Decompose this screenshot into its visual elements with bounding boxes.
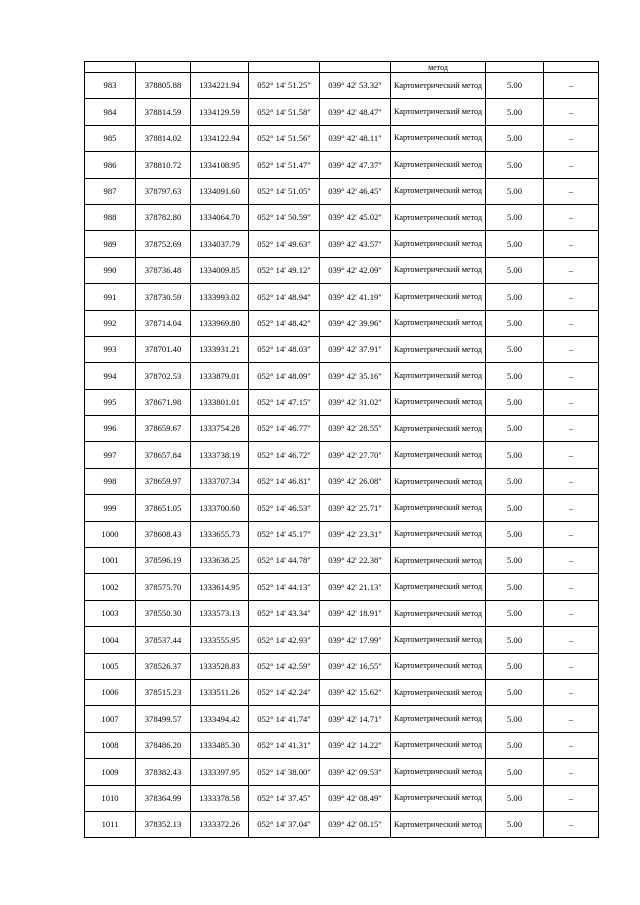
table-row (85, 627, 599, 653)
point-number-cell: 1002 (85, 574, 136, 600)
longitude-cell: 039° 42' 22.38" (320, 548, 391, 574)
note-cell: – (544, 152, 599, 178)
table-row (85, 389, 599, 415)
method-cell: Картометрический метод (391, 732, 486, 758)
note-cell: – (544, 231, 599, 257)
note-cell: – (544, 600, 599, 626)
coord-y-cell: 1333638.25 (191, 548, 249, 574)
coord-y-cell: 1333931.21 (191, 336, 249, 362)
note-cell: – (544, 732, 599, 758)
longitude-cell: 039° 42' 23.31" (320, 521, 391, 547)
latitude-cell: 052° 14' 48.03" (249, 336, 320, 362)
accuracy-cell: 5.00 (486, 811, 544, 837)
latitude-cell: 052° 14' 41.31" (249, 732, 320, 758)
point-number-cell: 984 (85, 99, 136, 125)
method-cell: Картометрический метод (391, 284, 486, 310)
latitude-cell: 052° 14' 49.12" (249, 257, 320, 283)
coord-y-cell: 1333655.73 (191, 521, 249, 547)
longitude-cell: 039° 42' 48.47" (320, 99, 391, 125)
note-cell: – (544, 178, 599, 204)
method-cell: Картометрический метод (391, 811, 486, 837)
accuracy-cell: 5.00 (486, 548, 544, 574)
accuracy-cell: 5.00 (486, 495, 544, 521)
method-cell: Картометрический метод (391, 336, 486, 362)
note-cell: – (544, 811, 599, 837)
latitude-cell: 052° 14' 51.56" (249, 125, 320, 151)
method-cell: Картометрический метод (391, 653, 486, 679)
longitude-cell: 039° 42' 16.55" (320, 653, 391, 679)
longitude-cell: 039° 42' 14.71" (320, 706, 391, 732)
note-cell: – (544, 99, 599, 125)
method-cell: Картометрический метод (391, 706, 486, 732)
coord-y-cell: 1334064.70 (191, 204, 249, 230)
longitude-cell: 039° 42' 28.55" (320, 416, 391, 442)
method-cell: Картометрический метод (391, 468, 486, 494)
latitude-cell: 052° 14' 46.72" (249, 442, 320, 468)
coord-x-cell: 378752.69 (136, 231, 191, 257)
accuracy-cell: 5.00 (486, 152, 544, 178)
coord-y-cell: 1334108.95 (191, 152, 249, 178)
coord-y-cell: 1333378.58 (191, 785, 249, 811)
coord-y-cell: 1333754.28 (191, 416, 249, 442)
coord-y-cell: 1333494.42 (191, 706, 249, 732)
latitude-cell: 052° 14' 46.77" (249, 416, 320, 442)
note-cell: – (544, 548, 599, 574)
coord-y-cell: 1333528.83 (191, 653, 249, 679)
longitude-cell: 039° 42' 39.96" (320, 310, 391, 336)
longitude-cell: 039° 42' 48.11" (320, 125, 391, 151)
table-row (85, 284, 599, 310)
accuracy-cell: 5.00 (486, 178, 544, 204)
method-cell: Картометрический метод (391, 310, 486, 336)
latitude-cell: 052° 14' 42.59" (249, 653, 320, 679)
table-row (85, 574, 599, 600)
accuracy-cell: 5.00 (486, 627, 544, 653)
coord-x-cell: 378364.99 (136, 785, 191, 811)
accuracy-cell: 5.00 (486, 653, 544, 679)
latitude-cell: 052° 14' 45.17" (249, 521, 320, 547)
method-cell: Картометрический метод (391, 495, 486, 521)
table-row (85, 231, 599, 257)
note-cell: – (544, 627, 599, 653)
coord-x-cell: 378810.72 (136, 152, 191, 178)
method-cell: Картометрический метод (391, 785, 486, 811)
accuracy-cell: 5.00 (486, 600, 544, 626)
longitude-cell: 039° 42' 43.57" (320, 231, 391, 257)
accuracy-cell: 5.00 (486, 759, 544, 785)
table-row (85, 310, 599, 336)
coord-x-cell: 378537.44 (136, 627, 191, 653)
method-cell: Картометрический метод (391, 442, 486, 468)
note-cell: – (544, 125, 599, 151)
accuracy-cell: 5.00 (486, 284, 544, 310)
latitude-cell: 052° 14' 47.15" (249, 389, 320, 415)
longitude-cell: 039° 42' 53.32" (320, 73, 391, 99)
method-cell: Картометрический метод (391, 73, 486, 99)
point-number-cell: 998 (85, 468, 136, 494)
point-number-cell: 1006 (85, 679, 136, 705)
method-cell: Картометрический метод (391, 152, 486, 178)
point-number-cell: 987 (85, 178, 136, 204)
longitude-cell: 039° 42' 26.08" (320, 468, 391, 494)
latitude-cell: 052° 14' 46.81" (249, 468, 320, 494)
note-cell: – (544, 759, 599, 785)
coord-y-cell: 1333614.95 (191, 574, 249, 600)
point-number-cell: 997 (85, 442, 136, 468)
coord-y-cell: 1333485.30 (191, 732, 249, 758)
coord-y-cell: 1333372.26 (191, 811, 249, 837)
note-cell: – (544, 521, 599, 547)
longitude-cell: 039° 42' 37.91" (320, 336, 391, 362)
table-row (85, 759, 599, 785)
latitude-cell: 052° 14' 44.78" (249, 548, 320, 574)
coord-x-cell: 378701.40 (136, 336, 191, 362)
coord-y-cell: 1333573.13 (191, 600, 249, 626)
coord-x-cell: 378657.84 (136, 442, 191, 468)
point-number-cell: 1001 (85, 548, 136, 574)
point-number-cell: 1008 (85, 732, 136, 758)
method-cell: Картометрический метод (391, 627, 486, 653)
method-cell: Картометрический метод (391, 574, 486, 600)
method-cell: Картометрический метод (391, 548, 486, 574)
coordinates-table (84, 61, 599, 838)
longitude-cell: 039° 42' 27.70" (320, 442, 391, 468)
longitude-cell: 039° 42' 18.91" (320, 600, 391, 626)
note-cell: – (544, 706, 599, 732)
coord-y-cell: 1333879.01 (191, 363, 249, 389)
note-cell: – (544, 679, 599, 705)
accuracy-cell: 5.00 (486, 204, 544, 230)
point-number-cell: 983 (85, 73, 136, 99)
coord-y-cell: 1333397.95 (191, 759, 249, 785)
table-row (85, 125, 599, 151)
coord-y-cell: 1334009.85 (191, 257, 249, 283)
point-number-cell: 996 (85, 416, 136, 442)
method-cell: Картометрический метод (391, 363, 486, 389)
coord-x-cell: 378486.20 (136, 732, 191, 758)
longitude-cell: 039° 42' 14.22" (320, 732, 391, 758)
point-number-cell: 1003 (85, 600, 136, 626)
coord-x-cell: 378596.19 (136, 548, 191, 574)
table-row (85, 785, 599, 811)
accuracy-cell: 5.00 (486, 416, 544, 442)
longitude-cell: 039° 42' 21.13" (320, 574, 391, 600)
accuracy-cell: 5.00 (486, 99, 544, 125)
method-cell: Картометрический метод (391, 178, 486, 204)
note-cell: – (544, 653, 599, 679)
latitude-cell: 052° 14' 46.53" (249, 495, 320, 521)
longitude-cell: 039° 42' 41.19" (320, 284, 391, 310)
method-cell: Картометрический метод (391, 257, 486, 283)
latitude-cell: 052° 14' 37.45" (249, 785, 320, 811)
latitude-cell: 052° 14' 42.93" (249, 627, 320, 653)
table-row (85, 495, 599, 521)
point-number-cell: 994 (85, 363, 136, 389)
point-number-cell: 1004 (85, 627, 136, 653)
method-cell: Картометрический метод (391, 600, 486, 626)
coord-y-cell: 1333801.01 (191, 389, 249, 415)
coord-x-cell: 378814.02 (136, 125, 191, 151)
note-cell: – (544, 363, 599, 389)
table-row (85, 204, 599, 230)
coord-y-cell: 1334037.79 (191, 231, 249, 257)
table-row (85, 363, 599, 389)
note-cell: – (544, 416, 599, 442)
accuracy-cell: 5.00 (486, 310, 544, 336)
note-cell: – (544, 73, 599, 99)
point-number-cell: 1000 (85, 521, 136, 547)
coord-x-cell: 378736.48 (136, 257, 191, 283)
method-cell: Картометрический метод (391, 759, 486, 785)
coord-x-cell: 378499.57 (136, 706, 191, 732)
coord-y-cell: 1333969.80 (191, 310, 249, 336)
point-number-cell: 999 (85, 495, 136, 521)
accuracy-cell: 5.00 (486, 785, 544, 811)
latitude-cell: 052° 14' 48.42" (249, 310, 320, 336)
table-row (85, 336, 599, 362)
point-number-cell: 993 (85, 336, 136, 362)
coord-y-cell: 1333993.02 (191, 284, 249, 310)
table-row (85, 706, 599, 732)
coord-y-cell: 1334091.60 (191, 178, 249, 204)
note-cell: – (544, 468, 599, 494)
accuracy-cell: 5.00 (486, 521, 544, 547)
longitude-cell: 039° 42' 15.62" (320, 679, 391, 705)
latitude-cell: 052° 14' 38.00" (249, 759, 320, 785)
coord-x-cell: 378608.43 (136, 521, 191, 547)
coord-x-cell: 378659.97 (136, 468, 191, 494)
coord-y-cell: 1333707.34 (191, 468, 249, 494)
coord-y-cell: 1334221.94 (191, 73, 249, 99)
point-number-cell: 990 (85, 257, 136, 283)
point-number-cell: 1005 (85, 653, 136, 679)
longitude-cell: 039° 42' 45.02" (320, 204, 391, 230)
table-row (85, 257, 599, 283)
method-cell: Картометрический метод (391, 231, 486, 257)
point-number-cell: 1010 (85, 785, 136, 811)
note-cell: – (544, 574, 599, 600)
accuracy-cell: 5.00 (486, 231, 544, 257)
coord-x-cell: 378382.43 (136, 759, 191, 785)
method-cell: Картометрический метод (391, 204, 486, 230)
accuracy-cell: 5.00 (486, 389, 544, 415)
method-cell: Картометрический метод (391, 99, 486, 125)
longitude-cell: 039° 42' 42.09" (320, 257, 391, 283)
point-number-cell: 1011 (85, 811, 136, 837)
table-row (85, 73, 599, 99)
accuracy-cell: 5.00 (486, 468, 544, 494)
coord-y-cell: 1334122.94 (191, 125, 249, 151)
note-cell: – (544, 785, 599, 811)
coord-x-cell: 378702.53 (136, 363, 191, 389)
note-cell: – (544, 495, 599, 521)
coord-x-cell: 378797.63 (136, 178, 191, 204)
coord-y-cell: 1333555.95 (191, 627, 249, 653)
method-cell: Картометрический метод (391, 521, 486, 547)
coord-x-cell: 378550.30 (136, 600, 191, 626)
coord-x-cell: 378814.59 (136, 99, 191, 125)
method-cell: Картометрический метод (391, 679, 486, 705)
method-cell: Картометрический метод (391, 416, 486, 442)
latitude-cell: 052° 14' 51.05" (249, 178, 320, 204)
table-row (85, 178, 599, 204)
longitude-cell: 039° 42' 08.15" (320, 811, 391, 837)
latitude-cell: 052° 14' 50.59" (249, 204, 320, 230)
coord-x-cell: 378352.13 (136, 811, 191, 837)
coord-y-cell: 1333700.60 (191, 495, 249, 521)
accuracy-cell: 5.00 (486, 363, 544, 389)
accuracy-cell: 5.00 (486, 73, 544, 99)
latitude-cell: 052° 14' 51.25" (249, 73, 320, 99)
note-cell: – (544, 442, 599, 468)
latitude-cell: 052° 14' 43.34" (249, 600, 320, 626)
note-cell: – (544, 310, 599, 336)
accuracy-cell: 5.00 (486, 336, 544, 362)
coord-x-cell: 378671.98 (136, 389, 191, 415)
accuracy-cell: 5.00 (486, 679, 544, 705)
table-row (85, 152, 599, 178)
note-cell: – (544, 284, 599, 310)
coord-x-cell: 378526.37 (136, 653, 191, 679)
coord-x-cell: 378782.80 (136, 204, 191, 230)
point-number-cell: 995 (85, 389, 136, 415)
table-row (85, 99, 599, 125)
longitude-cell: 039° 42' 08.49" (320, 785, 391, 811)
point-number-cell: 992 (85, 310, 136, 336)
point-number-cell: 988 (85, 204, 136, 230)
latitude-cell: 052° 14' 51.47" (249, 152, 320, 178)
method-cell: Картометрический метод (391, 389, 486, 415)
point-number-cell: 1009 (85, 759, 136, 785)
coord-x-cell: 378515.23 (136, 679, 191, 705)
table-row (85, 548, 599, 574)
latitude-cell: 052° 14' 44.13" (249, 574, 320, 600)
longitude-cell: 039° 42' 17.99" (320, 627, 391, 653)
latitude-cell: 052° 14' 51.58" (249, 99, 320, 125)
table-row (85, 442, 599, 468)
coord-x-cell: 378730.59 (136, 284, 191, 310)
latitude-cell: 052° 14' 49.63" (249, 231, 320, 257)
accuracy-cell: 5.00 (486, 574, 544, 600)
table-row (85, 600, 599, 626)
accuracy-cell: 5.00 (486, 442, 544, 468)
accuracy-cell: 5.00 (486, 125, 544, 151)
coord-x-cell: 378651.05 (136, 495, 191, 521)
accuracy-cell: 5.00 (486, 706, 544, 732)
coord-x-cell: 378659.67 (136, 416, 191, 442)
longitude-cell: 039° 42' 46.45" (320, 178, 391, 204)
point-number-cell: 991 (85, 284, 136, 310)
note-cell: – (544, 336, 599, 362)
table-row (85, 653, 599, 679)
table-row (85, 468, 599, 494)
latitude-cell: 052° 14' 48.09" (249, 363, 320, 389)
longitude-cell: 039° 42' 35.16" (320, 363, 391, 389)
method-continuation: метод (391, 62, 486, 73)
note-cell: – (544, 389, 599, 415)
latitude-cell: 052° 14' 37.04" (249, 811, 320, 837)
coord-y-cell: 1334129.59 (191, 99, 249, 125)
coord-x-cell: 378714.04 (136, 310, 191, 336)
coord-x-cell: 378575.70 (136, 574, 191, 600)
point-number-cell: 985 (85, 125, 136, 151)
accuracy-cell: 5.00 (486, 732, 544, 758)
note-cell: – (544, 257, 599, 283)
longitude-cell: 039° 42' 31.02" (320, 389, 391, 415)
table-row (85, 679, 599, 705)
latitude-cell: 052° 14' 42.24" (249, 679, 320, 705)
coord-y-cell: 1333738.19 (191, 442, 249, 468)
continued-row (85, 62, 599, 73)
note-cell: – (544, 204, 599, 230)
table-row (85, 732, 599, 758)
point-number-cell: 989 (85, 231, 136, 257)
table-row (85, 811, 599, 837)
table-row (85, 521, 599, 547)
coord-y-cell: 1333511.26 (191, 679, 249, 705)
longitude-cell: 039° 42' 09.53" (320, 759, 391, 785)
method-cell: Картометрический метод (391, 125, 486, 151)
point-number-cell: 986 (85, 152, 136, 178)
longitude-cell: 039° 42' 25.71" (320, 495, 391, 521)
table-row (85, 416, 599, 442)
latitude-cell: 052° 14' 41.74" (249, 706, 320, 732)
latitude-cell: 052° 14' 48.94" (249, 284, 320, 310)
point-number-cell: 1007 (85, 706, 136, 732)
longitude-cell: 039° 42' 47.37" (320, 152, 391, 178)
accuracy-cell: 5.00 (486, 257, 544, 283)
coord-x-cell: 378805.88 (136, 73, 191, 99)
